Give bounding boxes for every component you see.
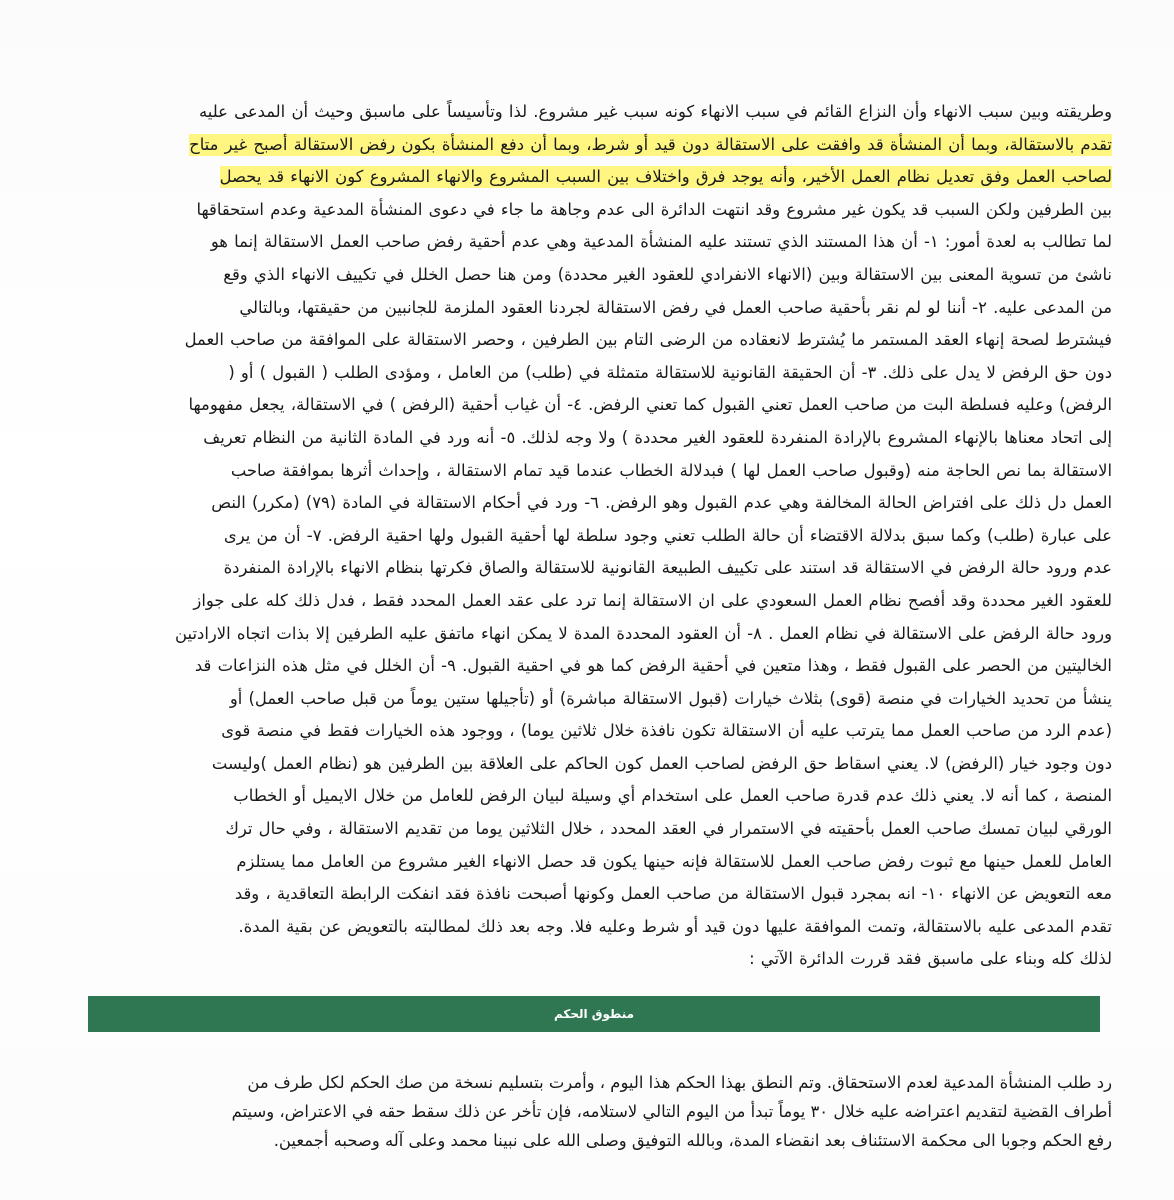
verdict-line: أطراف القضية لتقديم اعتراضه عليه خلال ٣٠ يوماً تبدأ من اليوم التالي لاستلامه، فإن تأخر عن ذلك سقط حقه في الاعتراض، وسيتم xyxy=(231,1102,1112,1121)
paragraph-line xyxy=(86,487,1112,520)
paragraph-line xyxy=(86,194,1112,227)
line-text: من المدعى عليه. ٢- أننا لو لم نقر بأحقية صاحب العمل في رفض الاستقالة لجردنا العقود الملزمة للجانبين من حقيقتها، وبالتالي xyxy=(239,297,1112,317)
paragraph-line xyxy=(86,552,1112,585)
line-text: فيشترط لصحة إنهاء العقد المستمر ما يُشترط لانعقاده من الرضى التام بين الطرفين ، وحصر الاستقالة على الموافقة من صاحب العمل xyxy=(184,330,1112,350)
paragraph-line xyxy=(86,748,1112,781)
paragraph-line xyxy=(86,96,1112,129)
line-text: لذلك كله وبناء على ماسبق فقد قررت الدائرة الآتي : xyxy=(749,949,1112,969)
verdict-line: رفع الحكم وجوبا الى محكمة الاستئناف بعد انقضاء المدة، وبالله التوفيق وصلى الله على نبينا محمد وعلى آله وصحبه أجمعين. xyxy=(273,1131,1112,1150)
paragraph-line xyxy=(86,357,1112,390)
line-text: للعقود الغير محددة وقد أفصح نظام العمل السعودي على ان الاستقالة إنما ترد على عقد العمل المحدد فقط ، فدل ذلك كله على جواز xyxy=(193,590,1112,610)
ruling-section-title: منطوق الحكم xyxy=(553,1007,635,1021)
line-text: الاستقالة بما نص الحاجة منه (وقبول صاحب العمل لها ) فبدلالة الخطاب عندما قيد تمام الاستقالة ، وإحداث أثرها بموافقة صاحب xyxy=(230,460,1112,480)
line-text: وطريقته وبين سبب الانهاء وأن النزاع القائم في سبب الانهاء كونه سبب غير مشروع. لذا وتأسيساً على ماسبق وحيث أن المدعى عليه xyxy=(199,102,1112,121)
judgment-reasoning-paragraph xyxy=(86,96,1112,976)
line-text: المنصة ، كما أنه لا. يعني ذلك عدم قدرة صاحب العمل على استخدام أي وسيلة لبيان الرفض للعامل من خلال الايميل أو الخطاب xyxy=(233,786,1112,806)
paragraph-line xyxy=(86,780,1112,813)
highlighted-text: تقدم بالاستقالة، وبما أن المنشأة قد وافقت على الاستقالة دون قيد أو شرط، وبما أن دفع المنشأة بكون رفض الاستقالة أصبح غير متاح xyxy=(189,134,1112,154)
paragraph-line xyxy=(86,813,1112,846)
line-text: على عبارة (طلب) وكما سبق بدلالة الاقتضاء أن حالة الطلب تعني وجود سلطة لها أحقية القبول ولها احقية الرفض. ٧- أن من يرى xyxy=(223,525,1112,545)
line-text: معه التعويض عن الانهاء ١٠- انه بمجرد قبول الاستقالة من صاحب العمل وكونها أصبحت نافذة فقد انفكت الرابطة التعاقدية ، وقد xyxy=(234,884,1112,904)
line-text: بين الطرفين ولكن السبب قد يكون غير مشروع وقد انتهت الدائرة الى عدم وجاهة ما جاء في دعوى المنشأة المدعية وعدم استحقاقها xyxy=(196,199,1112,219)
paragraph-line xyxy=(86,129,1112,162)
paragraph-line xyxy=(86,455,1112,488)
ruling-section-header xyxy=(88,996,1100,1032)
paragraph-line xyxy=(86,422,1112,455)
line-text: إلى اتحاد معناها بالإنهاء المشروع بالإرادة المنفردة للعقود الغير محددة ) ولا وجه لذلك. ٥- أنه ورد في المادة الثانية من النظام تعريف xyxy=(203,427,1112,447)
paragraph-line xyxy=(86,878,1112,911)
line-text: دون حق الرفض لا يدل على ذلك. ٣- أن الحقيقة القانونية للاستقالة متمثلة في (طلب) من العامل ، ومؤدى الطلب ( القبول ) أو ( xyxy=(228,362,1112,382)
paragraph-line xyxy=(86,259,1112,292)
paragraph-line xyxy=(86,324,1112,357)
line-text: ناشئ من تسوية المعنى بين الاستقالة وبين (الانهاء الانفرادي للعقود الغير محددة) ومن هنا حصل الخلل في تكييف الانهاء الذي وقع xyxy=(223,264,1112,284)
line-text: العمل دل ذلك على افتراض الحالة المخالفة وهي عدم القبول وهو الرفض. ٦- ورد في أحكام الاستقالة في المادة (٧٩) (مكرر) النص xyxy=(211,493,1112,513)
line-text: لما تطالب به لعدة أمور: ١- أن هذا المستند الذي تستند عليه المنشأة المدعية وهي عدم أحقية رفض صاحب العمل الاستقالة إنما هو xyxy=(210,232,1112,252)
paragraph-line xyxy=(86,943,1112,976)
line-text: الورقي لبيان تمسك صاحب العمل بأحقيته في الاستمرار في العقد المحدد ، خلال الثلاثين يوما من تقديم الاستقالة ، وفي حال ترك xyxy=(225,819,1112,839)
line-text: تقدم المدعى عليه بالاستقالة، وتمت الموافقة عليها دون قيد أو شرط وعليه فلا. وجه بعد ذلك لمطالبته بالتعويض عن بقية المدة. xyxy=(238,916,1112,936)
line-text: العامل للعمل حينها مع ثبوت رفض صاحب العمل للاستقالة فإنه حينها يكون قد حصل الانهاء الغير مشروع من العامل مما يستلزم xyxy=(236,851,1112,871)
paragraph-line xyxy=(86,585,1112,618)
paragraph-line xyxy=(86,650,1112,683)
verdict-paragraph xyxy=(86,1068,1112,1155)
line-text: الخاليتين من الحصر على القبول فقط ، وهذا متعين في أحقية الرفض كما هو في احقية القبول. ٩- أن الخلل في مثل هذه النزاعات قد xyxy=(194,656,1112,676)
line-text: دون وجود خيار (الرفض) لا. يعني اسقاط حق الرفض لصاحب العمل كون الحاكم على العلاقة بين الطرفين هو (نظام العمل )وليست xyxy=(211,753,1112,773)
paragraph-line xyxy=(86,161,1112,194)
verdict-line: رد طلب المنشأة المدعية لعدم الاستحقاق. وتم النطق بهذا الحكم هذا اليوم ، وأمرت بتسليم نسخة من صك الحكم لكل طرف من xyxy=(247,1073,1112,1092)
line-text: الرفض) وعليه فسلطة البت من صاحب العمل تعني القبول كما تعني الرفض. ٤- أن غياب أحقية (الرفض ) في الاستقالة، يجعل مفهومها xyxy=(188,395,1112,415)
line-text: (عدم الرد من صاحب العمل مما يترتب عليه أن الاستقالة تكون نافذة خلال ثلاثين يوما) ، ووجود هذه الخيارات فقط في منصة قوى xyxy=(221,721,1112,741)
paragraph-line xyxy=(86,520,1112,553)
paragraph-line xyxy=(86,226,1112,259)
line-text: عدم ورود حالة الرفض في الاستقالة قد استند على تكييف الطبيعة القانونية للاستقالة والصاق فكرتها بنظام الانهاء بالإرادة المنفردة xyxy=(223,558,1112,578)
highlighted-text: لصاحب العمل وفق تعديل نظام العمل الأخير، وأنه يوجد فرق واختلاف بين السبب المشروع والانهاء المشروع كون الانهاء قد يحصل xyxy=(219,167,1112,187)
paragraph-line xyxy=(86,846,1112,879)
paragraph-line xyxy=(86,389,1112,422)
paragraph-line xyxy=(86,292,1112,325)
paragraph-line xyxy=(86,715,1112,748)
paragraph-line xyxy=(86,911,1112,944)
paragraph-line xyxy=(86,618,1112,651)
line-text: ورود حالة الرفض على الاستقالة في نظام العمل . ٨- أن العقود المحددة المدة لا يمكن انهاء ماتفق عليه الطرفين إلا بذات اتجاه الارادتين xyxy=(175,623,1112,643)
paragraph-line xyxy=(86,683,1112,716)
line-text: ينشأ من تحديد الخيارات في منصة (قوى) بثلاث خيارات (قبول الاستقالة مباشرة) أو (تأجيلها ستين يوماً من قبل صاحب العمل) أو xyxy=(229,688,1112,708)
